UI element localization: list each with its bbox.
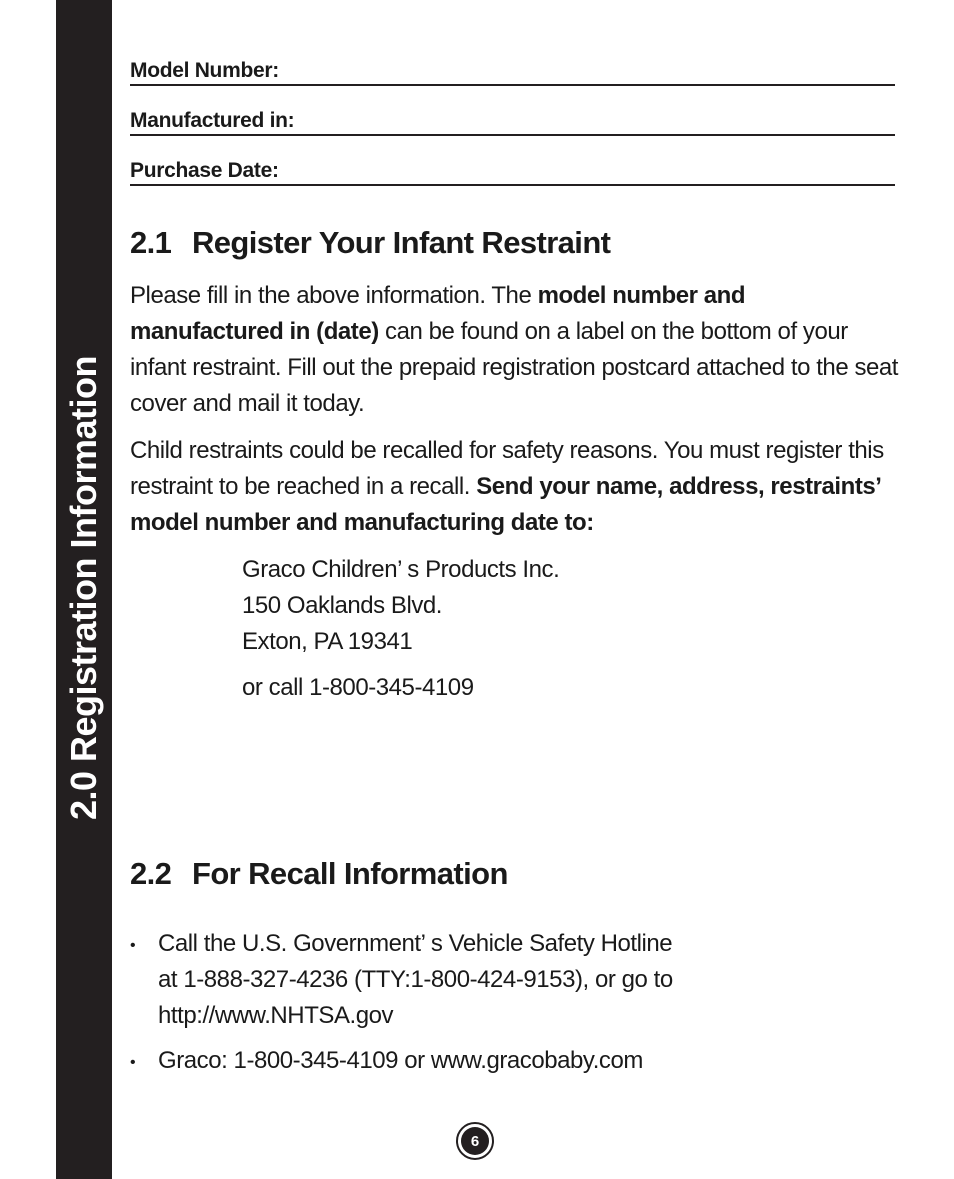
- model-number-label: Model Number:: [130, 59, 279, 82]
- manufactured-in-field: [130, 108, 895, 136]
- bullet-item-hotline: [130, 926, 750, 1034]
- mailing-address: [242, 552, 559, 660]
- bullet-icon: •: [130, 937, 136, 954]
- section-title: Register Your Infant Restraint: [192, 225, 611, 260]
- paragraph-text: can be found on a label on the bottom of your infant restraint. Fill out the prepaid registration postcard attached to the seat cover and mail it today.: [130, 318, 899, 417]
- address-street: 150 Oaklands Blvd.: [242, 592, 443, 619]
- address-city: Exton, PA 19341: [242, 628, 413, 655]
- bullet-line: Graco: 1-800-345-4109 or www.gracobaby.com: [158, 1047, 643, 1074]
- bullet-line: Call the U.S. Government’ s Vehicle Safety Hotline: [158, 930, 673, 957]
- section-number: 2.1: [130, 225, 172, 260]
- purchase-date-label: Purchase Date:: [130, 159, 279, 182]
- recall-notice-paragraph: [130, 433, 900, 541]
- bullet-icon: •: [130, 1054, 136, 1071]
- model-number-field: [130, 58, 895, 86]
- sidebar-section-title: 2.0 Registration Information: [63, 355, 104, 821]
- register-instructions-paragraph: [130, 278, 900, 422]
- page-number: 6: [461, 1127, 489, 1155]
- bullet-link: http://www.NHTSA.gov: [158, 1002, 394, 1029]
- address-company: Graco Children’ s Products Inc.: [242, 556, 560, 583]
- section-heading-recall: [130, 856, 508, 892]
- section-heading-register: [130, 225, 610, 261]
- paragraph-bold-text: model number and manufactured in (date): [130, 282, 746, 345]
- bullet-item-graco: [130, 1043, 750, 1079]
- paragraph-text: Child restraints could be recalled for safety reasons. You must register this restraint to be reached in a recall.: [130, 437, 884, 500]
- section-title: For Recall Information: [192, 856, 508, 891]
- section-number: 2.2: [130, 856, 172, 891]
- manufactured-in-label: Manufactured in:: [130, 109, 295, 132]
- paragraph-text: Please fill in the above information. The: [130, 282, 538, 309]
- page-number-badge: [456, 1122, 494, 1160]
- purchase-date-field: [130, 158, 895, 186]
- bullet-line: at 1-888-327-4236 (TTY:1-800-424-9153), or go to: [158, 966, 673, 993]
- paragraph-bold-text: Send your name, address, restraints’ model number and manufacturing date to:: [130, 473, 881, 536]
- phone-line: or call 1-800-345-4109: [242, 674, 474, 701]
